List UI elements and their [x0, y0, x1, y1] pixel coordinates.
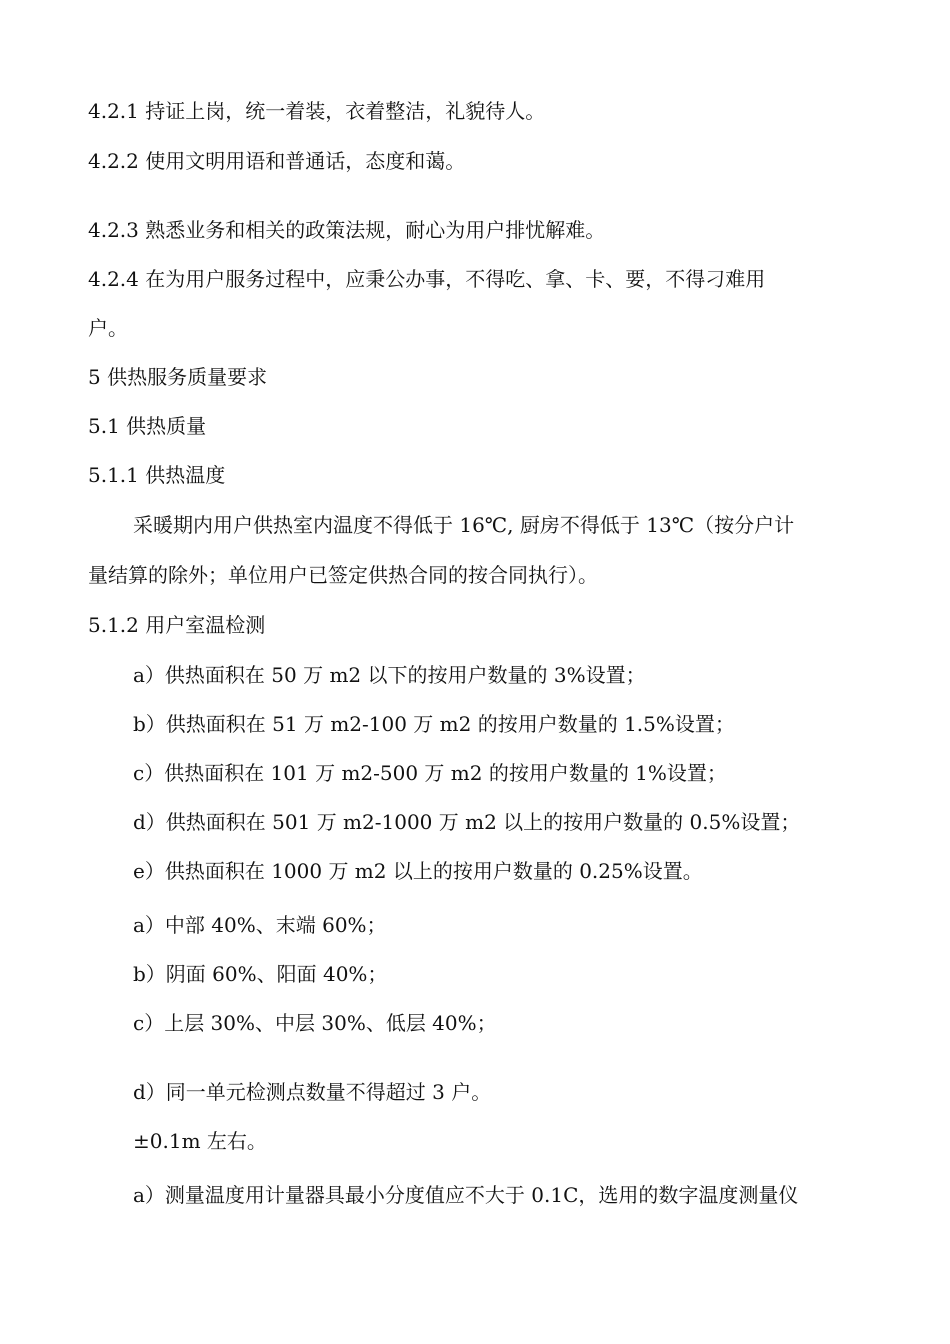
section-5-heading: 5 供热服务质量要求	[88, 365, 268, 389]
ratio-item-c: c）上层 30%、中层 30%、低层 40%；	[133, 1011, 497, 1035]
clause-4-2-3: 4.2.3 熟悉业务和相关的政策法规，耐心为用户排忧解难。	[88, 218, 606, 242]
list-item-d: d）供热面积在 501 万 m2-1000 万 m2 以上的按用户数量的 0.5%设置；	[133, 810, 801, 834]
list-item-a: a）供热面积在 50 万 m2 以下的按用户数量的 3%设置；	[133, 663, 646, 687]
list-item-b: b）供热面积在 51 万 m2-100 万 m2 的按用户数量的 1.5%设置；	[133, 712, 735, 736]
section-5-1-1-heading: 5.1.1 供热温度	[88, 463, 226, 487]
paragraph-heating-temperature-continued: 量结算的除外；单位用户已签定供热合同的按合同执行）。	[88, 563, 598, 587]
ratio-item-a: a）中部 40%、末端 60%；	[133, 913, 387, 937]
section-5-1-heading: 5.1 供热质量	[88, 414, 207, 438]
measurement-item-a: a）测量温度用计量器具最小分度值应不大于 0.1C，选用的数字温度测量仪	[133, 1183, 799, 1207]
clause-4-2-1: 4.2.1 持证上岗，统一着装，衣着整洁，礼貌待人。	[88, 99, 546, 123]
clause-4-2-2: 4.2.2 使用文明用语和普通话，态度和蔼。	[88, 149, 466, 173]
ratio-item-d: d）同一单元检测点数量不得超过 3 户。	[133, 1080, 492, 1104]
ratio-item-b: b）阴面 60%、阳面 40%；	[133, 962, 388, 986]
clause-4-2-4: 4.2.4 在为用户服务过程中，应秉公办事，不得吃、拿、卡、要，不得刁难用	[88, 267, 766, 291]
tolerance-line: ±0.1m 左右。	[133, 1129, 267, 1153]
paragraph-heating-temperature: 采暖期内用户供热室内温度不得低于 16℃, 厨房不得低于 13℃（按分户计	[133, 513, 795, 537]
clause-4-2-4-continued: 户。	[88, 316, 128, 340]
list-item-c: c）供热面积在 101 万 m2-500 万 m2 的按用户数量的 1%设置；	[133, 761, 727, 785]
section-5-1-2-heading: 5.1.2 用户室温检测	[88, 613, 266, 637]
list-item-e: e）供热面积在 1000 万 m2 以上的按用户数量的 0.25%设置。	[133, 859, 703, 883]
